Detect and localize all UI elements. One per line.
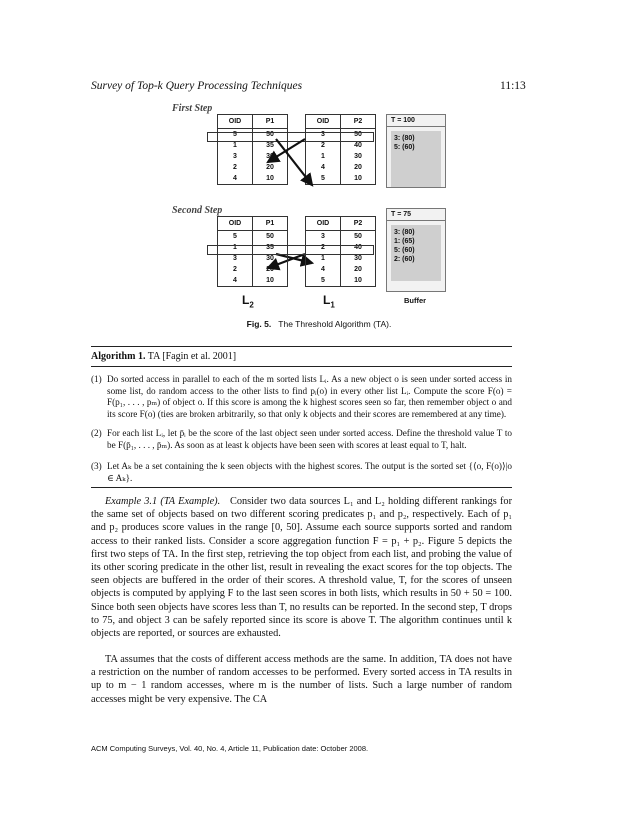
caption-label: Fig. 5. (246, 319, 272, 329)
col-oid: OID (306, 217, 341, 231)
first-step-buffer (386, 114, 446, 188)
col-p2: P2 (341, 115, 376, 129)
example-text: Consider two data sources L₁ and L₂ holding different rankings for the same set of objects based on two different scoring predicates p₁ and p₂, respectively. Each of p₁ and p₂ produces score values in the range [0, 50]. Assume each source supports sorted and random access to their ranked lists. Consider a score aggregation function F = p₁ + p₂. Figure 5 depicts the first two steps of TA. In the first step, retrieving the top object from each list, and probing the value of its other scoring predicate in the other list, result in revealing the exact scores for the top objects. The seen objects are buffered in the order of their scores. A threshold value, T, for the scores of unseen objects is computed by applying F to the last seen scores in both lists, which results in 50 + 50 = 100. Since both seen objects have scores less than T, no results can be reported. In the second step, T drops to 75, and object 3 can be safely reported since its score is above T. The algorithm continues until k objects are reported, or sources are exhausted. (91, 496, 513, 640)
col-p2: P2 (341, 217, 376, 231)
table-row: 1 30 (306, 253, 376, 264)
table-row: 5 10 (306, 275, 376, 287)
col-p1: P1 (253, 217, 288, 231)
table-row: 4 20 (306, 264, 376, 275)
figure-caption (0, 319, 638, 329)
table-row: 2 40 (306, 242, 376, 253)
table-row: 3 30 (218, 253, 288, 264)
algorithm-bottom-rule (91, 487, 512, 488)
second-step-label: Second Step (172, 205, 223, 216)
buffer-entry: 1: (65) (394, 238, 415, 245)
example-paragraph (91, 495, 512, 640)
buffer-entry: 3: (80) (394, 135, 415, 142)
table-row: 4 10 (218, 275, 288, 287)
table-row: 3 50 (306, 231, 376, 243)
algorithm-step: (3) Let Aₖ be a set containing the k seen objects with the highest scores. The output is the sorted set {⟨o, F(o)⟩|o ∈ Aₖ}. (91, 461, 512, 483)
col-p1: P1 (253, 115, 288, 129)
table-row: 2 20 (218, 264, 288, 275)
example-label: Example 3.1 (TA Example). (105, 496, 221, 507)
page-number: 11:13 (500, 80, 526, 92)
buffer-label: Buffer (404, 296, 427, 305)
first-step-label: First Step (172, 103, 213, 114)
table-row: 1 30 (306, 151, 376, 162)
table-row: 4 20 (306, 162, 376, 173)
buffer-entry: 2: (60) (394, 256, 415, 263)
table-row: 3 50 (306, 129, 376, 141)
body-paragraph: TA assumes that the costs of different access methods are the same. In addition, TA does not have a restriction on the number of random accesses to be performed. Every sorted access in TA results in up to m − 1 random accesses, where m is the number of lists. Such a large number of random accesses might be very expensive. The CA (91, 654, 512, 705)
col-oid: OID (218, 217, 253, 231)
page-footer: ACM Computing Surveys, Vol. 40, No. 4, Article 11, Publication date: October 2008. (91, 744, 369, 753)
table-row: 2 20 (218, 162, 288, 173)
figure-threshold-algorithm (0, 0, 638, 340)
algorithm-title: Algorithm 1. TA [Fagin et al. 2001] (91, 351, 237, 362)
algorithm-top-rule (91, 346, 512, 347)
algorithm-step: (2) For each list Lᵢ, let p̄ᵢ be the score of the last object seen under sorted access. Define the threshold value T to be F(p̄₁, . . . , p̄ₘ). As soon as at least k objects have been seen with scores at least equal to T, halt. (91, 428, 512, 450)
table-row: 5 10 (306, 173, 376, 185)
table-row: 2 40 (306, 140, 376, 151)
arrow-probe-3 (268, 139, 305, 162)
col-oid: OID (218, 115, 253, 129)
list-label-l1: $L_1$ (323, 293, 335, 310)
list-label-l2: $L_2$ (242, 293, 254, 310)
table-row: 5 50 (218, 129, 288, 141)
table-row: 3 30 (218, 151, 288, 162)
threshold-value: T = 100 (387, 115, 445, 127)
col-oid: OID (306, 115, 341, 129)
first-step-arrows (0, 0, 638, 340)
threshold-value: T = 75 (387, 209, 445, 221)
algorithm-step: (1) Do sorted access in parallel to each of the m sorted lists Lᵢ. As a new object o is seen under sorted access in some list, do random access to the other lists to find pᵢ(o) in every other list Lᵢ. Compute the score F(o) = F(p₁, . . . , pₘ) of object o. If this score is among the k highest scores seen so far, then remember object o and its score F(o) (ties are broken arbitrarily, so that only k objects and their scores are remembered at any time). (91, 374, 512, 419)
buffer-entry: 5: (60) (394, 247, 415, 254)
table-row: 1 35 (218, 242, 288, 253)
buffer-entry: 3: (80) (394, 229, 415, 236)
second-step-buffer (386, 208, 446, 292)
algorithm-title-rule (91, 366, 512, 367)
table-row: 1 35 (218, 140, 288, 151)
second-step-scan-highlight (207, 245, 374, 255)
buffer-entry: 5: (60) (394, 144, 415, 151)
running-title: Survey of Top-k Query Processing Techniques (91, 80, 303, 92)
table-row: 5 50 (218, 231, 288, 243)
table-row: 4 10 (218, 173, 288, 185)
caption-text: The Threshold Algorithm (TA). (278, 319, 392, 329)
